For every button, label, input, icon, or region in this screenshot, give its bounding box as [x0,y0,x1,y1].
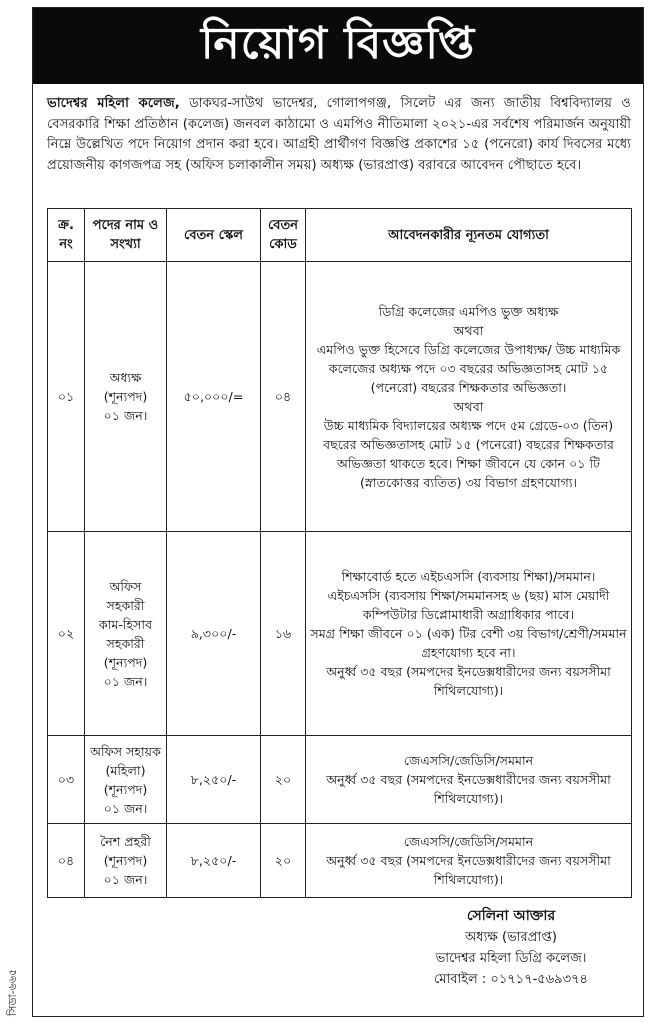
notice-frame [32,7,644,1017]
table-row [48,532,632,736]
post-line: অধ্যক্ষ [109,370,142,385]
row-post [85,532,167,736]
qualification-line: অনুর্ধ্ব ৩৫ বছর (সমপদের ইনডেক্সধারীদের জন্য বয়সসীমা শিথিলযোগ্য)। [326,853,611,887]
post-line: কাম-হিসাব [98,616,153,632]
post-line: অফিস [109,578,142,594]
qualification-line: ডিগ্রি কলেজের এমপিও ভুক্ত অধ্যক্ষ [378,303,559,319]
row-scale: ৮,২৫০/- [167,736,261,824]
signature-block [391,906,631,990]
table-header-row [48,209,632,262]
signatory-mobile: মোবাইল : ০১৭১৭-৫৬৯৩৭৪ [434,972,588,987]
qualification-line: জেএসসি/জেডিসি/সমমান [403,834,534,849]
row-serial: ০২ [48,532,85,736]
row-post [85,824,167,898]
row-code: ০৪ [261,262,306,532]
row-serial: ০১ [48,262,85,532]
vacancy-table [47,208,632,898]
page-title: নিয়োগ বিজ্ঞপ্তি [200,17,476,69]
qualification-line: অথবা [453,322,484,338]
qualification-line: উচ্চ মাধ্যমিক বিদ্যালয়ের অধ্যক্ষ পদে ৫ম গ্রেডে-০৩ (তিন) বছরের অভিজ্ঞতাসহ মোট ১৫ (পনেরো) বছরের শিক্ষকতার অভিজ্ঞতা থাকতে হবে। শিক্ষা জীবনে যে কোন ০১ টি (স্নাতকোত্তর ব্যতিত) ৩য় বিভাগ গ্রহণযোগ্য। [323,417,614,490]
qualification-line: এইচএসসি (ব্যবসায় শিক্ষা/সমমানসহ ৬ (ছয়) মাস মেয়াদী কম্পিউটার ডিপ্লোমাধারী অগ্রাধিকার পাবে। [327,588,610,622]
post-line: ০১ জন। [103,800,148,816]
post-line: (মহিলা) [105,762,146,778]
post-line: সহকারী [106,597,145,613]
qualification-line: অনুর্ধ্ব ৩৫ বছর (সমপদের ইনডেক্সধারীদের জন্য বয়সসীমা শিথিলযোগ্য)। [326,664,611,698]
row-serial: ০৪ [48,824,85,898]
post-line: ০১ জন। [103,408,148,423]
side-reference-number: সিডা-৬৬৫ [6,968,19,1016]
row-code: ২০ [261,736,306,824]
post-line: (শূন্যপদ) [103,389,148,404]
signatory-institution: ভাদেশ্বর মহিলা ডিগ্রি কলেজ। [435,951,587,966]
row-post [85,736,167,824]
row-code: ১৬ [261,532,306,736]
post-line: (শূন্যপদ) [103,781,148,797]
row-scale: ৮,২৫০/- [167,824,261,898]
post-line: (শূন্যপদ) [103,853,148,868]
table-row [48,824,632,898]
post-line: (শূন্যপদ) [103,654,148,670]
institution-name: ভাদেশ্বর মহিলা কলেজ, [47,96,180,111]
signatory-designation: অধ্যক্ষ (ভারপ্রাপ্ত) [465,930,557,945]
intro-paragraph [47,94,631,176]
row-serial: ০৩ [48,736,85,824]
post-line: ০১ জন। [103,872,148,887]
row-scale: ৯,৩০০/- [167,532,261,736]
row-qualification [306,824,632,898]
qualification-line: অনুর্ধ্ব ৩৫ বছর (সমপদের ইনডেক্সধারীদের জন্য বয়সসীমা শিথিলযোগ্য)। [326,772,611,806]
header-qualification: আবেদনকারীর ন্যূনতম যোগ্যতা [306,209,632,262]
post-line: ০১ জন। [103,673,148,689]
post-line: সহকারী [106,635,145,651]
qualification-line: শিক্ষাবোর্ড হতে এইচএসসি (ব্যবসায় শিক্ষা)/সমমান। [341,569,596,584]
table-row [48,736,632,824]
signatory-name: সেলিনা আক্তার [466,908,556,924]
row-qualification [306,532,632,736]
row-qualification [306,736,632,824]
row-post [85,262,167,532]
header-post: পদের নাম ও সংখ্যা [85,209,167,262]
qualification-line: এমপিও ভুক্ত হিসেবে ডিগ্রি কলেজের উপাধ্যক্ষ/ উচ্চ মাধ্যমিক কলেজের অধ্যক্ষ পদে ০৩ বছরের অভিজ্ঞতাসহ মোট ১৫ (পনেরো) বছরের শিক্ষকতার অভিজ্ঞতা। [316,341,621,395]
row-scale: ৫০,০০০/= [167,262,261,532]
qualification-line: জেএসসি/জেডিসি/সমমান [403,753,534,768]
qualification-line: অথবা [453,398,484,414]
row-code: ২০ [261,824,306,898]
header-scale: বেতন স্কেল [167,209,261,262]
table-row [48,262,632,532]
header-serial: ক্র. নং [48,209,85,262]
post-line: নৈশ প্রহরী [100,834,151,849]
row-qualification [306,262,632,532]
qualification-line: সমগ্র শিক্ষা জীবনে ০১ (এক) টির বেশী ৩য় বিভাগ/শ্রেণী/সমমান গ্রহণযোগ্য হবে না। [310,626,627,660]
header-code: বেতন কোড [261,209,306,262]
intro-text: ডাকঘর-সাউথ ভাদেশ্বর, গোলাপগঞ্জ, সিলেট এর জন্য জাতীয় বিশ্ববিদ্যালয় ও বেসরকারি শিক্ষা প্রতিষ্ঠান (কলেজ) জনবল কাঠামো ও এমপিও নীতিমালা ২০২১-এর সর্বশেষ পরিমার্জন অনুযায়ী নিম্নে উল্লেখিত পদে নিয়োগ প্রদান করা হবে। আগ্রহী প্রার্থীগণ বিজ্ঞপ্তি প্রকাশের ১৫ (পনেরো) কার্য দিবসের মধ্যে প্রয়োজনীয় কাগজপত্র সহ (অফিস চলাকালীন সময়) অধ্যক্ষ (ভারপ্রাপ্ত) বরাবরে আবেদন পৌছাতে হবে। [47,96,631,173]
title-banner [33,8,643,84]
post-line: অফিস সহায়ক [90,743,161,759]
